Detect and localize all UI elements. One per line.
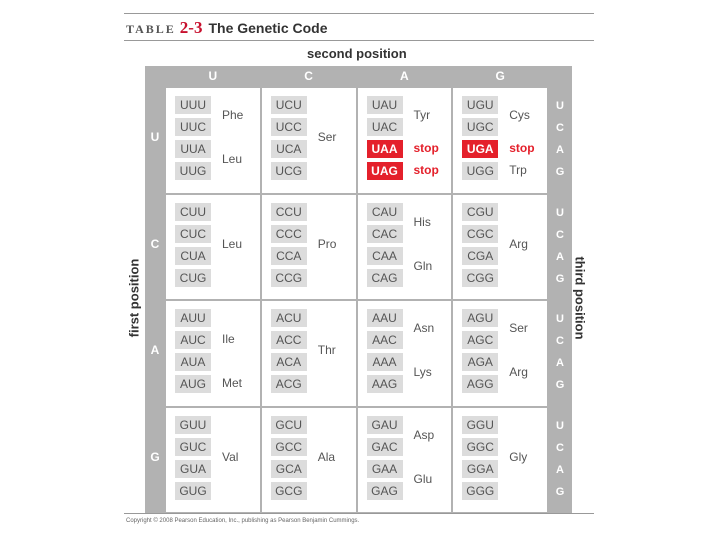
amino-acid-stop-UA: stop [413,163,439,177]
codon-CGA: CGA [462,247,498,265]
copyright-notice: Copyright © 2008 Pearson Education, Inc., publishing as Pearson Benjamin Cummings. [126,518,360,524]
row-head-A: A [150,343,160,357]
codon-GCU: GCU [271,416,307,434]
codon-AUU: AUU [175,309,211,327]
amino-acid-phe-UU: Phe [222,108,244,122]
codon-ACU: ACU [271,309,307,327]
codon-AUC: AUC [175,331,211,349]
codon-UCG: UCG [271,162,307,180]
codon-CUU: CUU [175,203,211,221]
amino-acid-ser-AG: Ser [509,321,528,335]
third-pos-C-row-A: C [556,335,564,347]
col-head-U: U [208,69,218,83]
third-position-label: third position [572,256,588,340]
codon-AGG: AGG [462,375,498,393]
amino-acid-leu-UU: Leu [222,152,243,166]
codon-UAU: UAU [367,96,403,114]
amino-acid-leu-CU: Leu [222,236,243,251]
amino-acid-gln-CA: Gln [413,258,433,273]
codon-UGC: UGC [462,118,498,136]
codon-AAA: AAA [367,353,403,371]
codon-CAU: CAU [367,203,403,221]
third-pos-U-row-G: U [556,419,564,432]
codon-UGA: UGA [462,140,498,158]
third-pos-U-row-A: U [556,313,564,325]
amino-acid-asp-GA: Asp [413,427,435,442]
third-pos-G-row-G: G [555,485,565,498]
amino-acid-asn-AA: Asn [413,321,435,335]
codon-CCC: CCC [271,225,307,243]
codon-AAC: AAC [367,331,403,349]
col-head-G: G [495,69,505,83]
codon-AAG: AAG [367,375,403,393]
codon-GCG: GCG [271,482,307,500]
codon-CAC: CAC [367,225,403,243]
third-pos-A-row-U: A [556,144,564,156]
row-head-G: G [150,449,160,464]
codon-ACC: ACC [271,331,307,349]
third-pos-U-row-U: U [556,100,564,112]
amino-acid-stop-UG: stop [509,141,535,155]
codon-UCC: UCC [271,118,307,136]
second-position-label: second position [307,46,407,61]
amino-acid-glu-GA: Glu [413,471,433,486]
codon-UAA: UAA [367,140,403,158]
col-head-A: A [400,69,409,83]
amino-acid-ser-UC: Ser [317,130,337,144]
table-title [126,18,328,38]
codon-UGG: UGG [462,162,498,180]
third-pos-C-row-C: C [556,228,564,241]
codon-GAA: GAA [367,460,403,478]
codon-GGG: GGG [462,482,498,500]
codon-CCA: CCA [271,247,307,265]
title-rule [124,40,594,41]
amino-acid-met-AU: Met [222,376,243,390]
codon-ACG: ACG [271,375,307,393]
table-number: 2-3 [179,18,203,37]
codon-CCU: CCU [271,203,307,221]
col-head-C: C [304,69,313,83]
codon-UCU: UCU [271,96,307,114]
codon-AUA: AUA [175,353,211,371]
amino-acid-cys-UG: Cys [509,108,530,122]
codon-UGU: UGU [462,96,498,114]
third-pos-C-row-U: C [556,122,564,134]
codon-UUG: UUG [175,162,211,180]
codon-CUC: CUC [175,225,211,243]
row-head-U: U [150,130,160,144]
amino-acid-pro-CC: Pro [317,236,337,251]
amino-acid-gly-GG: Gly [509,449,528,464]
codon-GUU: GUU [175,416,211,434]
codon-GUA: GUA [175,460,211,478]
codon-UAG: UAG [367,162,403,180]
amino-acid-his-CA: His [413,214,431,229]
codon-GUC: GUC [175,438,211,456]
codon-GGC: GGC [462,438,498,456]
amino-acid-arg-AG: Arg [509,365,528,379]
third-pos-C-row-G: C [556,441,564,454]
top-rule [124,13,594,14]
first-position-label: first position [126,258,142,338]
codon-GCA: GCA [271,460,307,478]
third-pos-G-row-C: G [555,272,565,285]
third-pos-A-row-C: A [556,250,564,263]
third-pos-G-row-A: G [555,379,565,391]
codon-GAG: GAG [367,482,403,500]
codon-CUA: CUA [175,247,211,265]
amino-acid-val-GU: Val [222,449,239,464]
codon-UCA: UCA [271,140,307,158]
codon-AGA: AGA [462,353,498,371]
amino-acid-stop-UA: stop [413,141,439,155]
row-head-C: C [150,236,160,251]
codon-CGU: CGU [462,203,498,221]
title-text: The Genetic Code [208,20,328,36]
codon-CAA: CAA [367,247,403,265]
codon-UUU: UUU [175,96,211,114]
codon-GGA: GGA [462,460,498,478]
codon-ACA: ACA [271,353,307,371]
codon-CGC: CGC [462,225,498,243]
codon-AAU: AAU [367,309,403,327]
amino-acid-arg-CG: Arg [509,236,528,251]
third-pos-U-row-C: U [556,206,564,219]
table-word: TABLE [126,22,176,36]
codon-GAC: GAC [367,438,403,456]
codon-CGG: CGG [462,269,498,287]
codon-UUC: UUC [175,118,211,136]
amino-acid-trp-UG: Trp [509,163,527,177]
amino-acid-ala-GC: Ala [317,449,336,464]
bottom-rule [124,513,594,514]
codon-GAU: GAU [367,416,403,434]
codon-CAG: CAG [367,269,403,287]
codon-GUG: GUG [175,482,211,500]
codon-GGU: GGU [462,416,498,434]
third-pos-A-row-G: A [556,463,564,476]
codon-CCG: CCG [271,269,307,287]
third-pos-G-row-U: G [555,166,565,178]
codon-GCC: GCC [271,438,307,456]
codon-UUA: UUA [175,140,211,158]
codon-AUG: AUG [175,375,211,393]
codon-UAC: UAC [367,118,403,136]
codon-AGU: AGU [462,309,498,327]
amino-acid-tyr-UA: Tyr [413,108,431,122]
third-pos-A-row-A: A [556,357,564,369]
codon-CUG: CUG [175,269,211,287]
amino-acid-lys-AA: Lys [413,365,432,379]
amino-acid-thr-AC: Thr [317,343,336,357]
amino-acid-ile-AU: Ile [222,332,235,346]
codon-AGC: AGC [462,331,498,349]
